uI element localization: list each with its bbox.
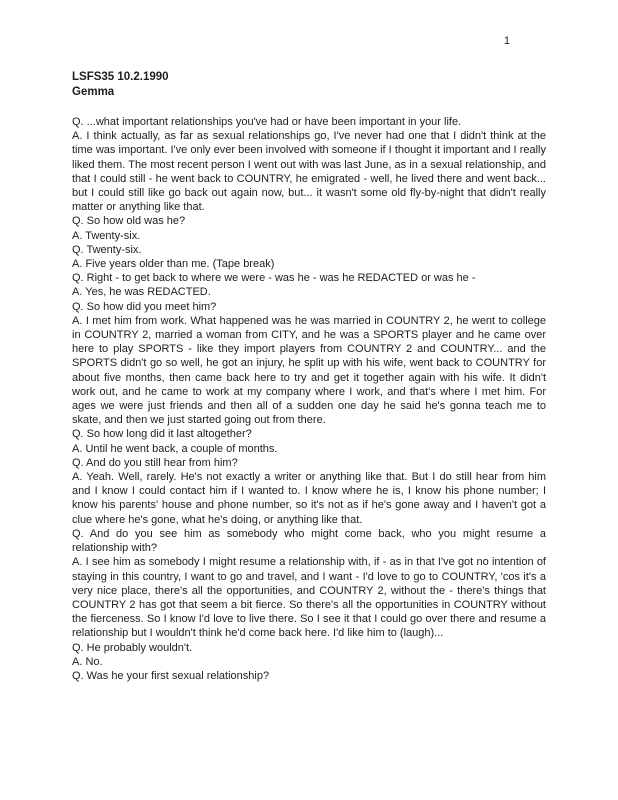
transcript-entry: Q. And do you see him as somebody who might come back, who you might resume a relationship with? [72,527,546,555]
transcript-entry: Q. Was he your first sexual relationship? [72,669,270,682]
transcript-body [72,115,546,683]
transcript-entry: A. No. [72,655,103,668]
transcript-entry: Q. So how did you meet him? [72,300,217,313]
transcript-entry: Q. He probably wouldn't. [72,641,193,654]
document-header [72,70,546,99]
transcript-entry: A. Twenty-six. [72,229,141,242]
transcript-entry: Q. So how old was he? [72,215,186,228]
transcript-entry: Q. And do you still hear from him? [72,456,238,469]
transcript-entry: A. Until he went back, a couple of months. [72,442,278,455]
transcript-entry: Q. Twenty-six. [72,243,142,256]
transcript-entry: Q. So how long did it last altogether? [72,428,252,441]
transcript-entry: A. Yes, he was REDACTED. [72,286,211,299]
transcript-entry: Q. Right - to get back to where we were - was he - was he REDACTED or was he - [72,272,476,285]
transcript-entry: A. I think actually, as far as sexual relationships go, I've never had one that I didn't think at the time was important. I've only ever been involved with someone if I thought it important and I really liked them. The most recent person I went out with was last June, as in a sexual relationship, and that I could still - he went back to COUNTRY, he emigrated - well, he lived there and went back... but I could still like go back out again now, but... it wasn't some old fly-by-night that didn't really matter or anything like that. [72,130,546,214]
transcript-entry: A. Five years older than me. (Tape break) [72,258,275,271]
interviewee-name: Gemma [72,85,115,98]
transcript-entry: A. Yeah. Well, rarely. He's not exactly a writer or anything like that. But I do still hear from him and I know I could contact him if I wanted to. I know where he is, I know his phone number; I know his parents' house and phone number, so it's not as if he's gone away and I haven't got a clue where he's gone, what he's doing, or anything like that. [72,471,546,526]
transcript-entry: Q. ...what important relationships you've had or have been important in your life. [72,116,462,128]
page-number: 1 [503,35,510,47]
transcript-entry: A. I see him as somebody I might resume a relationship with, if - as in that I've got no intention of staying in this country, I want to go and travel, and I want - I'd love to go to COUNTRY, 'cos it's a very nice place, there's all the opportunities, and COUNTRY 2, without the - there's things that COUNTRY 2 has got that seem a bit fierce. So there's all the opportunities in COUNTRY without the fierceness. So I know I'd love to live there. So I see it that I could go over there and resume a relationship but I wouldn't think he'd come back here. I'd like him to (laugh)... [72,556,546,640]
document-id: LSFS35 10.2.1990 [72,71,169,83]
transcript-entry: A. I met him from work. What happened was he was married in COUNTRY 2, he went to college in COUNTRY 2, married a woman from CITY, and he was a SPORTS player and he came over here to play SPORTS - like they import players from COUNTRY 2 and COUNTRY... and the SPORTS didn't go so well, he got an injury, he split up with his wife, went back to COUNTRY for about five months, then came back here to try and get it together again with his wife. It didn't work out, and he came to work at my company where I work, and that's where I met him. For ages we were just friends and then all of a sudden one day he said he's gonna teach me to skate, and then we just started going out from there. [72,314,546,427]
